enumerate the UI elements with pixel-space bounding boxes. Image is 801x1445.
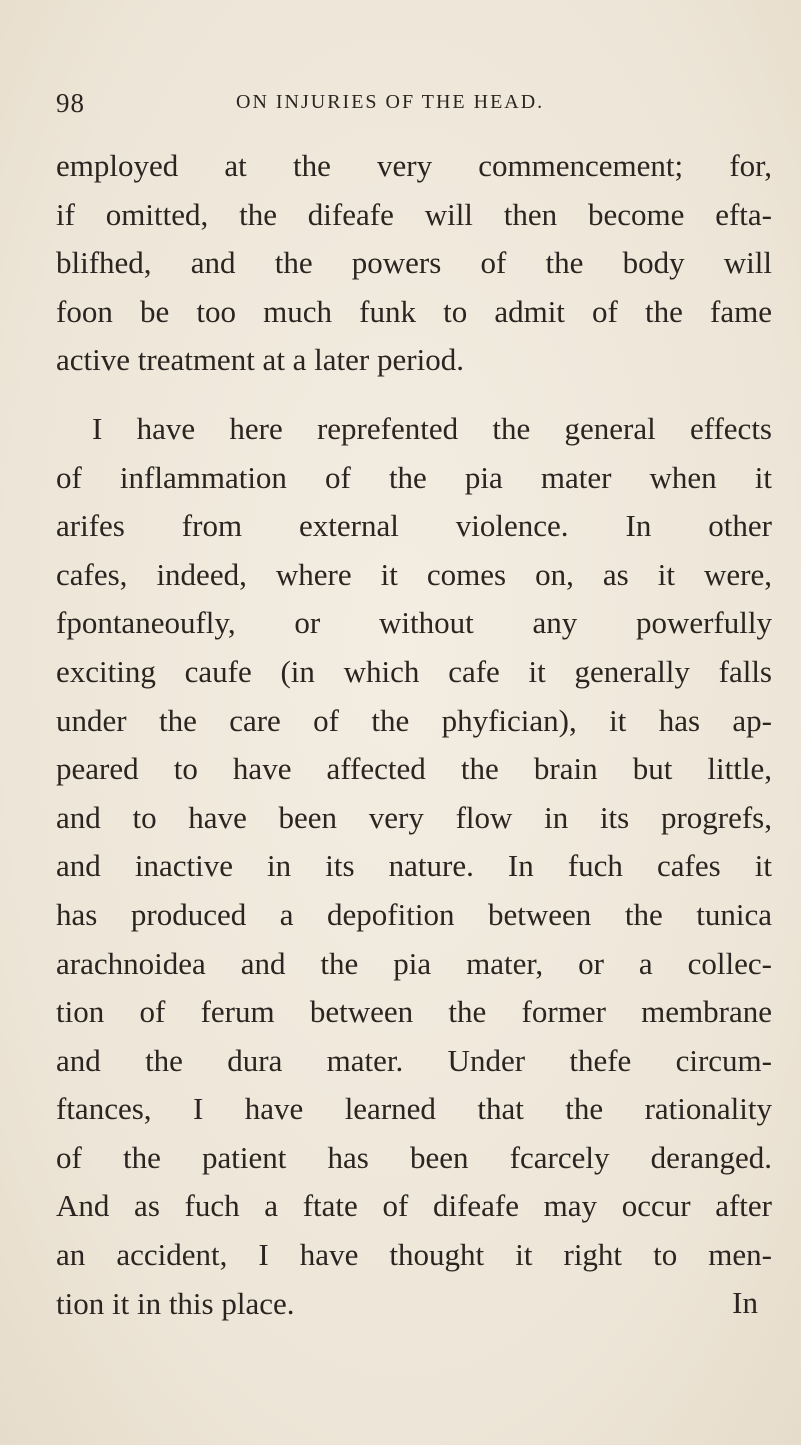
page-header xyxy=(56,88,756,128)
text-line: exciting caufe (in which cafe it generally falls xyxy=(56,653,772,689)
text-line: tion it in this place. xyxy=(56,1285,295,1321)
paragraph-gap xyxy=(56,385,772,405)
text-line: if omitted, the difeafe will then become efta- xyxy=(56,196,772,232)
text-line: and the dura mater. Under thefe circum- xyxy=(56,1042,772,1078)
catchword: In xyxy=(732,1285,758,1320)
paragraph xyxy=(56,405,772,1328)
text-line: of the patient has been fcarcely deranged. xyxy=(56,1139,772,1175)
text-line: foon be too much funk to admit of the fame xyxy=(56,293,772,329)
text-line: arachnoidea and the pia mater, or a collec- xyxy=(56,945,772,981)
text-line: and inactive in its nature. In fuch cafes it xyxy=(56,848,772,884)
running-title: ON INJURIES OF THE HEAD. xyxy=(236,91,545,113)
page-number: 98 xyxy=(56,88,85,118)
paragraph xyxy=(56,142,772,385)
text-line: cafes, indeed, where it comes on, as it were, xyxy=(56,556,772,592)
text-line: And as fuch a ftate of difeafe may occur after xyxy=(56,1188,772,1224)
text-line: fpontaneoufly, or without any powerfully xyxy=(56,605,772,641)
text-line: employed at the very commencement; for, xyxy=(56,148,772,183)
body-text xyxy=(56,142,772,1328)
text-line: has produced a depofition between the tunica xyxy=(56,896,772,932)
text-line: blifhed, and the powers of the body will xyxy=(56,245,772,281)
text-line: I have here reprefented the general effects xyxy=(92,410,772,446)
text-line: active treatment at a later period. xyxy=(56,342,464,378)
text-line: ftances, I have learned that the rationality xyxy=(56,1091,772,1127)
text-line: tion of ferum between the former membrane xyxy=(56,994,772,1030)
text-line: and to have been very flow in its progrefs, xyxy=(56,799,772,835)
text-line: under the care of the phyfician), it has ap- xyxy=(56,702,772,738)
text-line: an accident, I have thought it right to men- xyxy=(56,1237,772,1273)
text-line: of inflammation of the pia mater when it xyxy=(56,459,772,495)
text-line: peared to have affected the brain but little, xyxy=(56,751,772,787)
text-line: arifes from external violence. In other xyxy=(56,508,772,544)
